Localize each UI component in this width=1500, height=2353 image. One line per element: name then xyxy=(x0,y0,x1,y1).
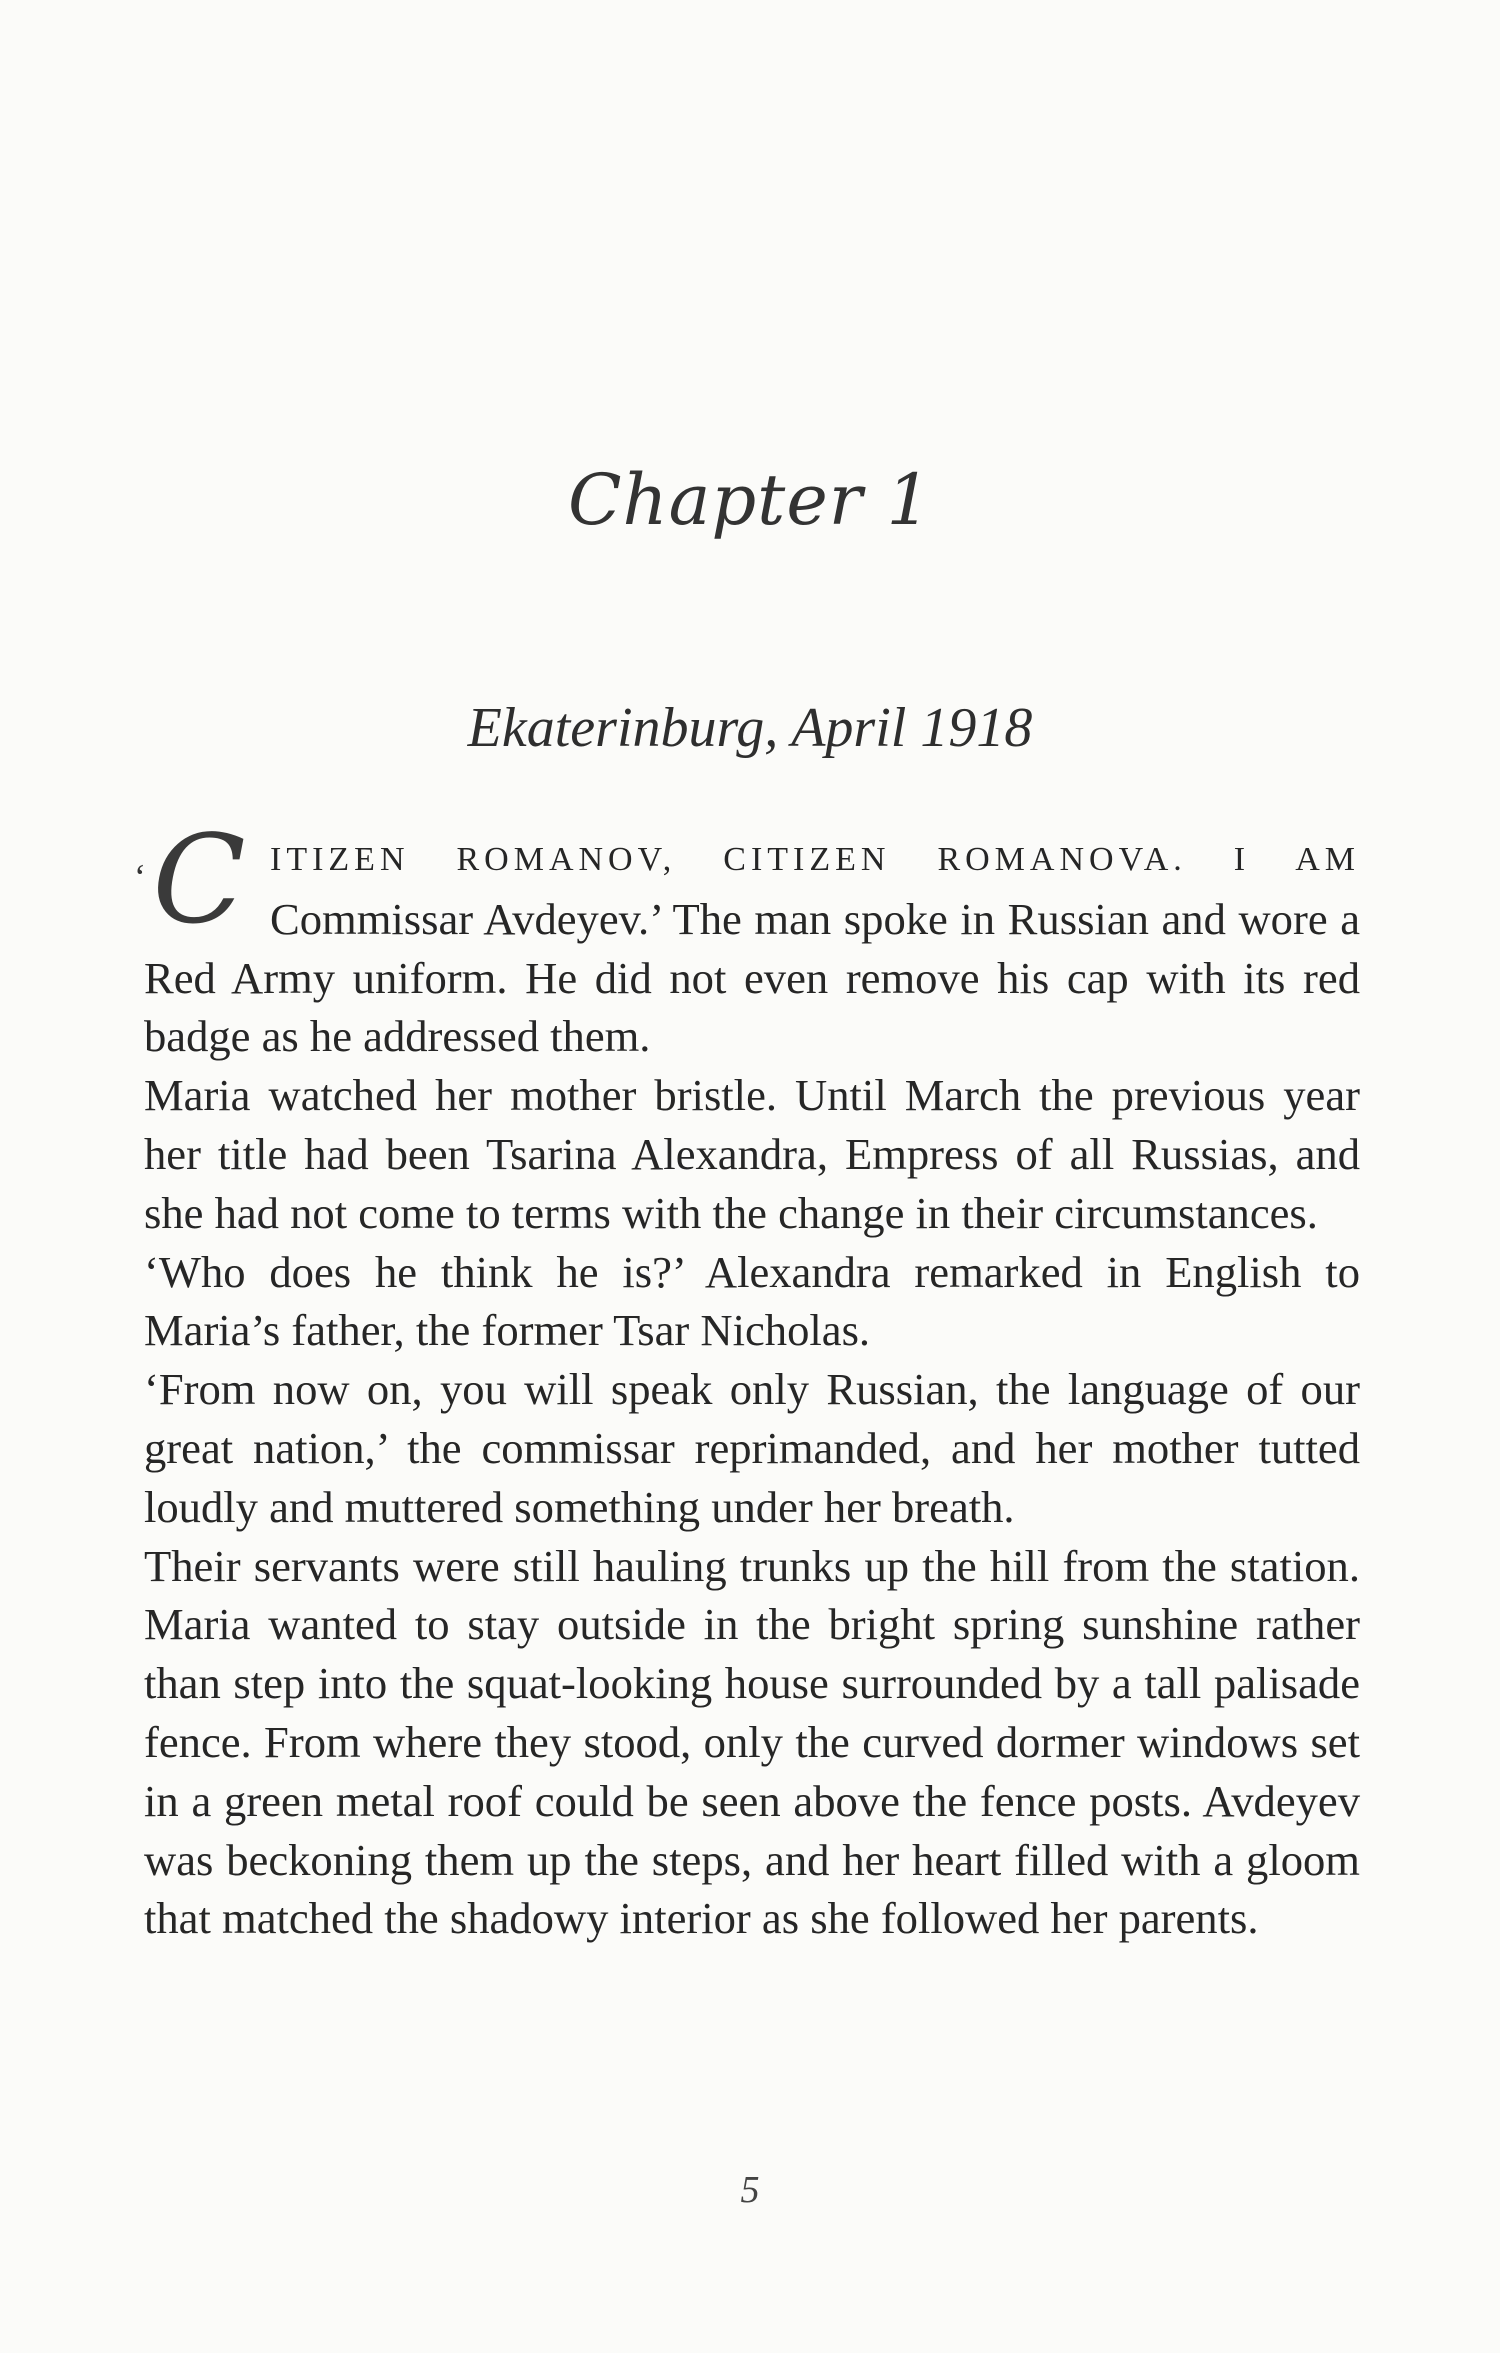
page-number: 5 xyxy=(740,2169,760,2211)
opening-text: Commissar Avdeyev.’ The man spoke in Russian and wore a Red Army uniform. He did not even remove his cap with its red badge as he addressed them. xyxy=(144,893,1360,1062)
opening-quote-mark: ‘ xyxy=(134,857,146,897)
paragraph-2: ‘Who does he think he is?’ Alexandra remarked in English to Maria’s father, the former Tsar Nicholas. xyxy=(144,1246,1360,1356)
opening-paragraph xyxy=(134,809,1360,1066)
drop-cap: C xyxy=(152,809,246,951)
paragraph-3: ‘From now on, you will speak only Russian, the language of our great nation,’ the commissar reprimanded, and her mother tutted loudly and muttered something under her breath. xyxy=(144,1364,1360,1532)
body-text xyxy=(134,809,1360,1948)
chapter-subtitle: Ekaterinburg, April 1918 xyxy=(467,697,1033,759)
opening-smallcaps: ITIZEN ROMANOV, CITIZEN ROMANOVA. I AM xyxy=(270,841,1360,878)
paragraph-1: Maria watched her mother bristle. Until March the previous year her title had been Tsarina Alexandra, Empress of all Russias, and she had not come to terms with the change in their circumstances. xyxy=(144,1070,1360,1238)
paragraph-4: Their servants were still hauling trunks up the hill from the station. Maria wanted to stay outside in the bright spring sunshine rather than step into the squat-looking house surrounded by a tall palisade fence. From where they stood, only the curved dormer windows set in a green metal roof could be seen above the fence posts. Avdeyev was beckoning them up the steps, and her heart filled with a gloom that matched the shadowy interior as she followed her parents. xyxy=(144,1540,1360,1944)
chapter-heading: Chapter 1 xyxy=(568,459,932,541)
